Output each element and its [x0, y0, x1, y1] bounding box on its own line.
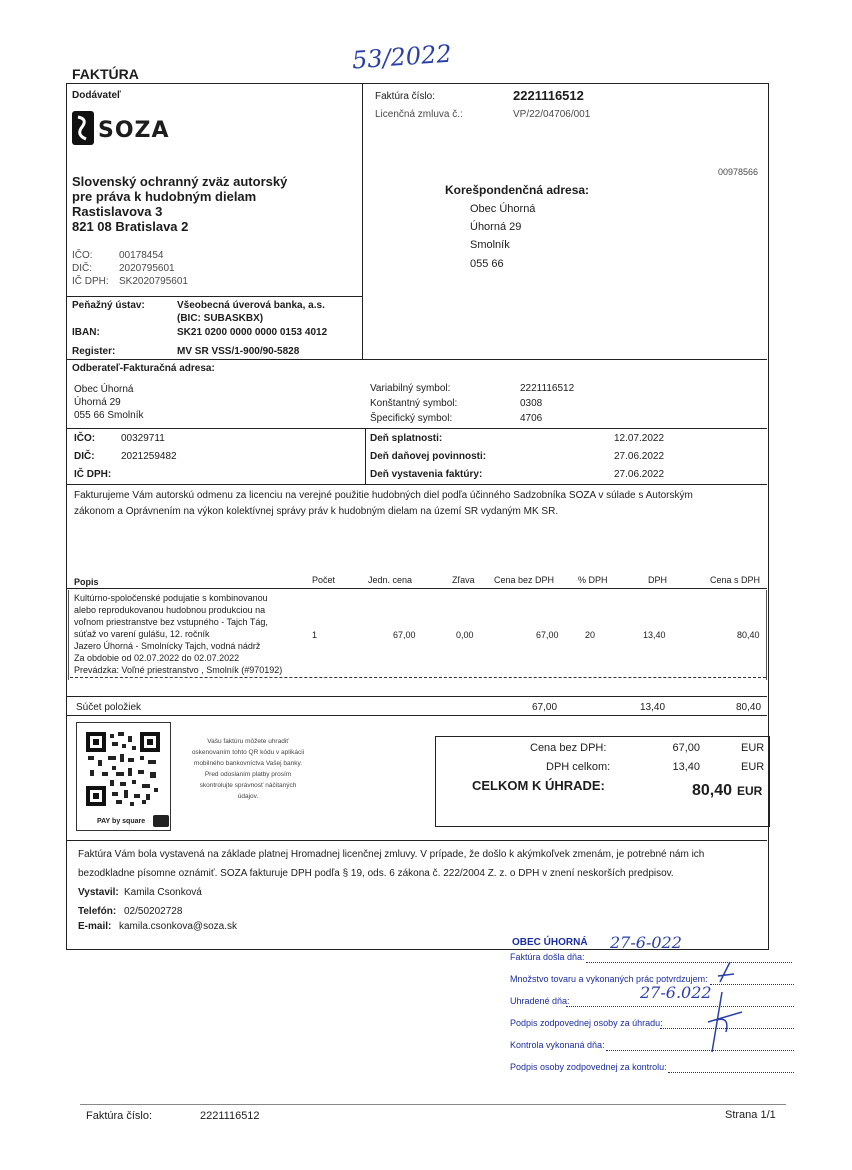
customer-heading: Odberateľ-Fakturačná adresa:: [72, 363, 215, 374]
stamp-line: Faktúra došla dňa:: [510, 952, 585, 962]
supplier-icdph: SK2020795601: [119, 276, 188, 287]
variable-symbol: 2221116512: [520, 383, 575, 394]
supplier-name-line: Slovenský ochranný zväz autorský: [72, 174, 288, 189]
contract-number: VP/22/04706/001: [513, 109, 591, 120]
supplier-ico: 00178454: [119, 250, 164, 261]
row-vat-pct: 20: [585, 630, 596, 640]
qr-code-icon[interactable]: [86, 732, 160, 811]
correspondence-line: 055 66: [470, 258, 504, 270]
stamp-line: Podpis zodpovednej osoby za úhradu:: [510, 1018, 663, 1028]
row-description-line: Prevádzka: Voľné priestranstvo , Smolník (#970192): [74, 665, 283, 675]
specific-symbol: 4706: [520, 413, 543, 424]
pay-by-square-label: PAY by square: [97, 818, 146, 825]
col-header-description: Popis: [74, 577, 99, 587]
grand-total-label: CELKOM K ÚHRADE:: [472, 778, 605, 793]
phone-number: 02/50202728: [124, 906, 183, 917]
issuer-name: Kamila Csonková: [124, 887, 202, 898]
supplier-city: 821 08 Bratislava 2: [72, 219, 189, 234]
sum-gross: 80,40: [736, 702, 762, 713]
sum-vat: 13,40: [640, 702, 666, 713]
row-description-line: Za obdobie od 02.07.2022 do 02.07.2022: [74, 653, 240, 663]
tax-date: 27.06.2022: [614, 451, 665, 462]
footer-invoice-number: 2221116512: [200, 1110, 260, 1122]
customer-address-line: Obec Úhorná: [74, 384, 134, 395]
supplier-dic-label: DIČ:: [72, 263, 92, 274]
grand-total: 80,40: [691, 782, 732, 799]
bank-label: Peňažný ústav:: [72, 300, 145, 311]
customer-address-line: Úhorná 29: [74, 397, 121, 408]
contract-label: Licenčná zmluva č.:: [375, 109, 463, 120]
row-description-line: alebo reprodukovanou hudobnou produkciou na: [74, 605, 266, 615]
bank-name: Všeobecná úverová banka, a.s.: [177, 300, 325, 311]
issue-date: 27.06.2022: [614, 469, 665, 480]
row-vat: 13,40: [643, 630, 666, 640]
total-vat-label: DPH celkom:: [546, 761, 611, 773]
due-date: 12.07.2022: [614, 433, 665, 444]
register-label: Register:: [72, 346, 116, 357]
email-address[interactable]: kamila.csonkova@soza.sk: [119, 921, 237, 932]
sum-net: 67,00: [532, 702, 558, 713]
supplier-dic: 2020795601: [119, 263, 175, 274]
issue-date-label: Deň vystavenia faktúry:: [370, 469, 483, 480]
stamp-title: OBEC ÚHORNÁ: [512, 937, 588, 948]
correspondence-line: Obec Úhorná: [470, 203, 536, 215]
due-date-label: Deň splatnosti:: [370, 433, 443, 444]
customer-ico-label: IČO:: [74, 433, 96, 444]
qr-instruction-line: mobilného bankovníctva Vašej banky.: [193, 760, 303, 767]
stamp-line: Podpis osoby zodpovednej za kontrolu:: [510, 1062, 667, 1072]
intro-text-line: Fakturujeme Vám autorskú odmenu za licenciu na verejné použitie hudobných diel podľa účinného Sadzobníka SOZA v súlade s Autorským: [74, 490, 693, 501]
document-title: FAKTÚRA: [72, 66, 139, 82]
footer-invoice-label: Faktúra číslo:: [86, 1110, 153, 1122]
stamp-line: Množstvo tovaru a vykonaných prác potvrdzujem:: [510, 974, 708, 984]
customer-code: 00978566: [718, 167, 759, 177]
invoice-number: 2221116512: [513, 88, 584, 103]
correspondence-heading: Korešpondenčná adresa:: [445, 183, 590, 197]
row-description-line: Kultúrno-spoločenské podujatie s kombinovanou: [74, 593, 268, 603]
supplier-name-line: pre práva k hudobným dielam: [72, 189, 257, 204]
issuer-label: Vystavil:: [78, 887, 119, 898]
handwritten-date: 27-6-022: [610, 933, 682, 952]
supplier-street: Rastislavova 3: [72, 204, 163, 219]
customer-icdph-label: IČ DPH:: [74, 469, 112, 480]
row-net: 67,00: [536, 630, 559, 640]
soza-logo-text: SOZA: [98, 118, 170, 143]
supplier-heading: Dodávateľ: [72, 90, 121, 101]
page-number: Strana 1/1: [725, 1109, 776, 1121]
signature-icon: [690, 952, 750, 1067]
row-description-line: voľnom priestranstve bez vstupného - Tajch Tág,: [74, 617, 268, 627]
constant-symbol-label: Konštantný symbol:: [370, 398, 458, 409]
note-line: bezodkladne písomne oznámiť. SOZA fakturuje DPH podľa § 19, ods. 6 zákona č. 222/2004 Z. z. o DPH v znení neskorších predpisov.: [78, 868, 674, 879]
register-value: MV SR VSS/1-900/90-5828: [177, 346, 300, 357]
variable-symbol-label: Variabilný symbol:: [370, 383, 451, 394]
supplier-icdph-label: IČ DPH:: [72, 276, 109, 287]
customer-address-line: 055 66 Smolník: [74, 410, 144, 421]
sum-label: Súčet položiek: [76, 702, 142, 713]
row-quantity: 1: [312, 630, 318, 640]
customer-dic: 2021259482: [121, 451, 177, 462]
total-net: 67,00: [672, 742, 700, 754]
row-description-line: súťaž vo varení gulášu, 12. ročník: [74, 629, 210, 639]
currency: EUR: [741, 742, 765, 754]
supplier-ico-label: IČO:: [72, 250, 93, 261]
email-label: E-mail:: [78, 921, 112, 932]
stamp-line: Kontrola vykonaná dňa:: [510, 1040, 605, 1050]
iban-label: IBAN:: [72, 327, 100, 338]
intro-text-line: zákonom a Oprávnením na výkon kolektívnej správy práv k hudobným dielam na území SR vydaným MK SR.: [74, 506, 559, 517]
col-header-gross: Cena s DPH: [710, 575, 761, 585]
col-header-quantity: Počet: [312, 575, 336, 585]
qr-instruction-line: údajov.: [237, 793, 259, 800]
iban-value: SK21 0200 0000 0000 0153 4012: [177, 327, 328, 338]
total-vat: 13,40: [672, 761, 700, 773]
col-header-discount: Zľava: [452, 575, 475, 585]
note-line: Faktúra Vám bola vystavená na základe platnej Hromadnej licenčnej zmluvy. V prípade, že došlo k akýmkoľvek zmenám, je potrebné nám ich: [78, 849, 705, 860]
specific-symbol-label: Špecifický symbol:: [370, 413, 453, 424]
col-header-unit-price: Jedn. cena: [368, 575, 413, 585]
stamp-line: Uhradené dňa:: [510, 996, 570, 1006]
row-unit-price: 67,00: [393, 630, 416, 640]
soza-logo-icon: [72, 111, 94, 145]
currency: EUR: [741, 761, 765, 773]
customer-ico: 00329711: [121, 433, 165, 444]
qr-instruction-line: oskenovaním tohto QR kódu v aplikácii: [191, 749, 305, 756]
card-icon: [153, 815, 169, 827]
correspondence-line: Úhorná 29: [470, 221, 522, 233]
correspondence-line: Smolník: [470, 239, 510, 251]
row-discount: 0,00: [456, 630, 474, 640]
row-divider: [70, 677, 766, 678]
qr-instruction-line: Vašu faktúru môžete uhradiť: [207, 738, 289, 745]
phone-label: Telefón:: [78, 906, 117, 917]
bank-bic: (BIC: SUBASKBX): [177, 313, 264, 324]
handwritten-invoice-number: 53/2022: [351, 39, 453, 75]
qr-instruction-line: Pred odoslaním platby prosím: [204, 771, 292, 778]
row-description-line: Jazero Úhorná - Smolnícky Tajch, vodná nádrž: [74, 641, 261, 651]
constant-symbol: 0308: [520, 398, 543, 409]
tax-date-label: Deň daňovej povinnosti:: [370, 451, 487, 462]
qr-instruction-line: skontrolujte správnosť náčitaných: [199, 782, 297, 789]
row-gross: 80,40: [737, 630, 760, 640]
currency: EUR: [737, 784, 763, 798]
total-net-label: Cena bez DPH:: [530, 742, 607, 754]
col-header-net: Cena bez DPH: [494, 575, 555, 585]
customer-dic-label: DIČ:: [74, 451, 95, 462]
col-header-vat-pct: % DPH: [578, 575, 608, 585]
invoice-number-label: Faktúra číslo:: [375, 91, 436, 102]
col-header-vat: DPH: [648, 575, 668, 585]
handwritten-date: 27-6.022: [640, 983, 712, 1002]
